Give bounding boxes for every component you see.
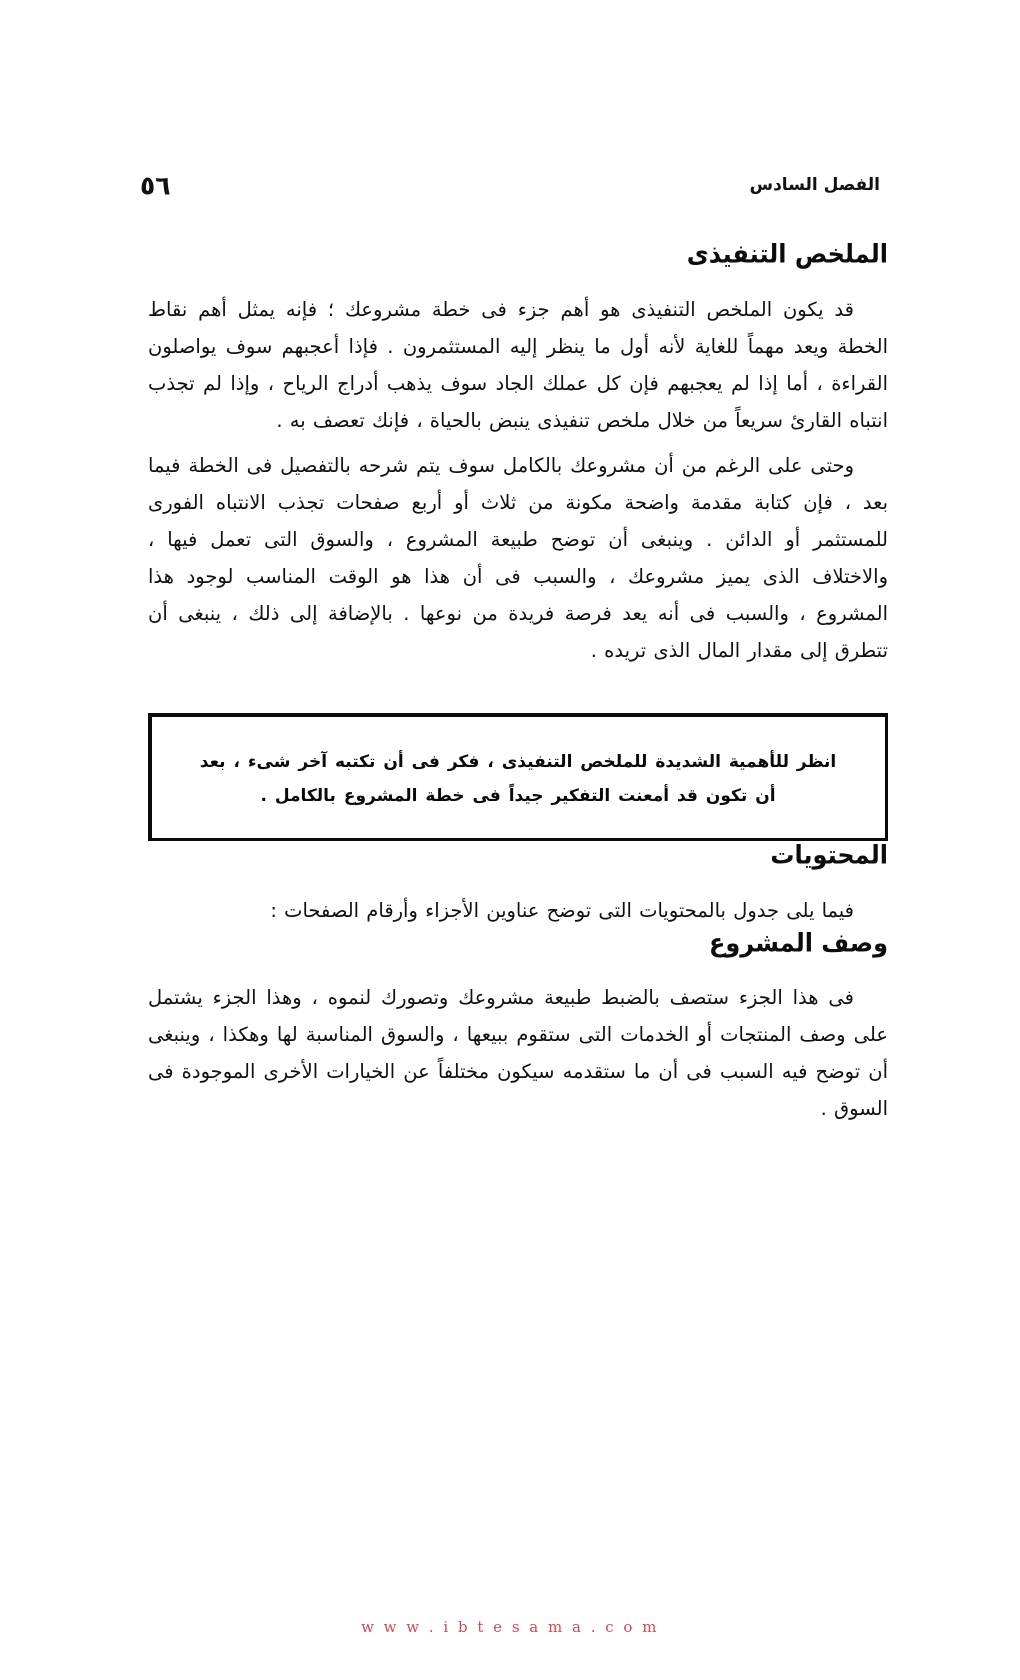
page-number: ٥٦: [140, 169, 171, 201]
paragraph-contents-1: فيما يلى جدول بالمحتويات التى توضح عناوين الأجزاء وأرقام الصفحات :: [270, 898, 854, 922]
section-heading-project-description: وصف المشروع: [708, 927, 888, 958]
paragraph-project-description-1: فى هذا الجزء ستصف بالضبط طبيعة مشروعك وتصورك لنموه ، وهذا الجزء يشتمل على وصف المنتجات أو الخدمات التى ستقوم ببيعها ، والسوق المناسبة لها وهكذا ، وينبغى أن توضح فيه السبب فى أن ما ستقدمه سيكون مختلفاً عن الخيارات الأخرى الموجودة فى السوق .: [148, 986, 888, 1121]
paragraph-executive-summary-2: وحتى على الرغم من أن مشروعك بالكامل سوف يتم شرحه بالتفصيل فى الخطة فيما بعد ، فإن كتابة مقدمة واضحة مكونة من ثلاث أو أربع صفحات تجذب الانتباه الفورى للمستثمر أو الدائن . وينبغى أن توضح طبيعة المشروع ، والسوق التى تعمل فيها ، والاختلاف الذى يميز مشروعك ، والسبب فى أن هذا هو الوقت المناسب لوجود هذا المشروع ، والسبب فى أنه يعد فرصة فريدة من نوعها . بالإضافة إلى ذلك ، ينبغى أن تتطرق إلى مقدار المال الذى تريده .: [148, 453, 888, 662]
footer-watermark: w w w . i b t e s a m a . c o m: [361, 1618, 659, 1636]
callout-box: [148, 713, 888, 841]
page-body-column: [148, 240, 888, 1127]
chapter-label: الفصل السادس: [749, 174, 880, 196]
section-heading-contents: المحتويات: [770, 839, 888, 870]
running-head: [140, 168, 880, 202]
paragraph-executive-summary-1: قد يكون الملخص التنفيذى هو أهم جزء فى خطة مشروعك ؛ فإنه يمثل أهم نقاط الخطة ويعد مهماً للغاية لأنه أول ما ينظر إليه المستثمرون . فإذا أعجبهم سوف يواصلون القراءة ، أما إذا لم يعجبهم فإن كل عملك الجاد سوف يذهب أدراج الرياح ، وإذا لم تجذب انتباه القارئ سريعاً من خلال ملخص تنفيذى ينبض بالحياة ، فإنك تعصف به .: [148, 297, 888, 432]
callout-line-2: أن تكون قد أمعنت التفكير جيداً فى خطة المشروع بالكامل .: [260, 785, 776, 806]
callout-line-1: انظر للأهمية الشديدة للملخص التنفيذى ، فكر فى أن تكتبه آخر شىء ، بعد: [199, 751, 837, 772]
section-heading-executive-summary: الملخص التنفيذى: [686, 239, 888, 269]
